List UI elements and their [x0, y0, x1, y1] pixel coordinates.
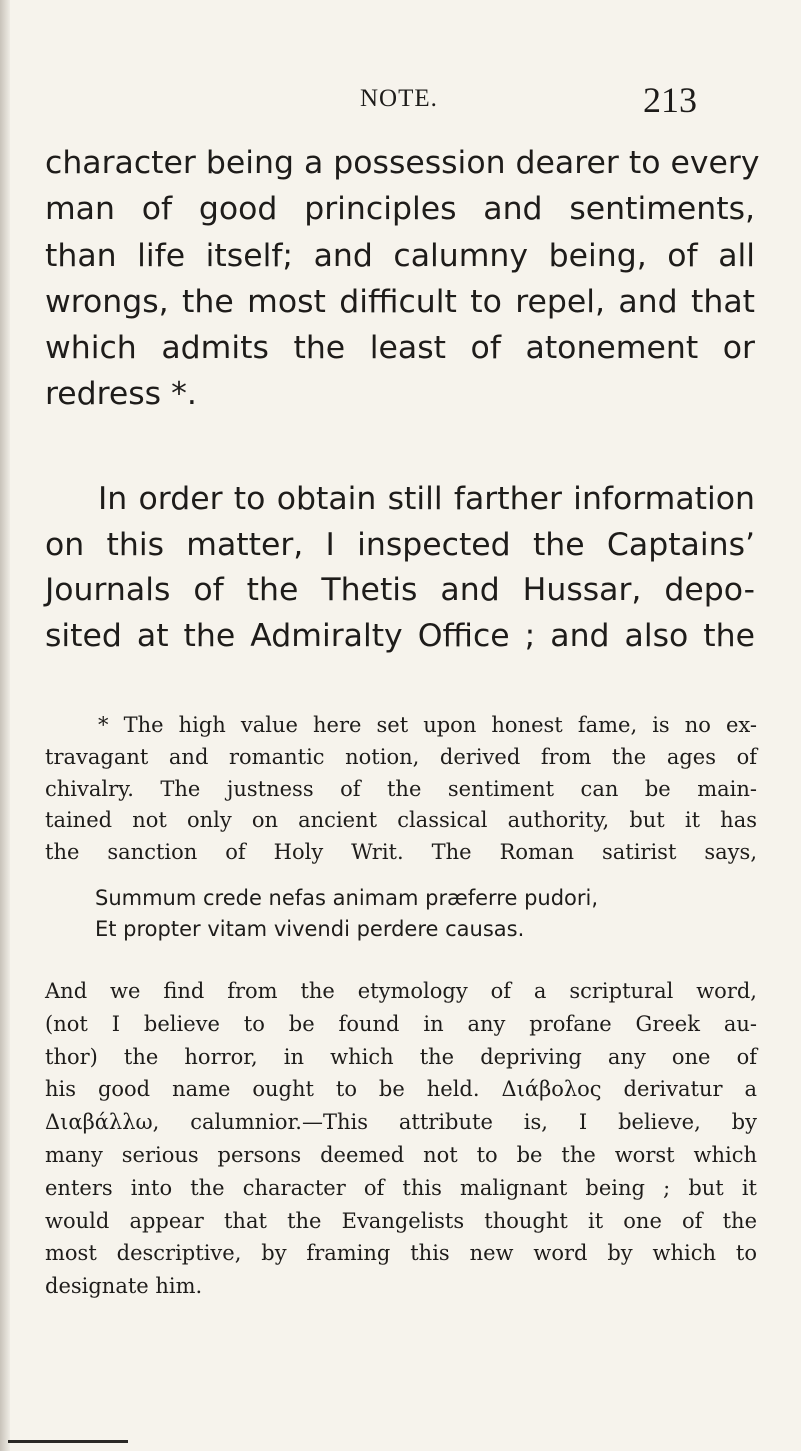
- text-line: wrongs, the most difficult to repel, and that: [45, 283, 755, 320]
- main-paragraph-1: [45, 140, 760, 418]
- running-head: NOTE.: [360, 85, 438, 112]
- footnote-line: * The high value here set upon honest fame, is no ex-: [98, 713, 757, 737]
- text-line: which admits the least of atonement or: [45, 330, 755, 367]
- quote-line: Et propter vitam vivendi perdere causas.: [95, 917, 525, 941]
- footnote-line: (not I believe to be found in any profane Greek au-: [45, 1011, 757, 1036]
- footnote-line: thor) the horror, in which the depriving any one of: [45, 1044, 757, 1069]
- footnote-line-with-greek: [45, 1073, 757, 1106]
- footnote-line: tained not only on ancient classical authority, but it has: [45, 808, 757, 833]
- page-edge-line: [8, 1440, 128, 1443]
- page-binding-edge: [0, 0, 10, 1451]
- page-header: [0, 80, 801, 135]
- footnote-text: his good name ought to be held.: [45, 1077, 480, 1102]
- text-line: character being a possession dearer to every: [45, 145, 760, 181]
- page-number: 213: [643, 80, 697, 120]
- footnote-line: designate him.: [45, 1274, 203, 1299]
- latin-quotation: [95, 883, 695, 945]
- footnote-continuation: [45, 975, 757, 1303]
- quote-line: Summum crede nefas animam præferre pudori,: [95, 886, 599, 910]
- greek-word-diaballo: Διαβάλλω,: [45, 1110, 160, 1135]
- footnote-line: most descriptive, by framing this new word by which to: [45, 1241, 757, 1266]
- footnote-text: derivatur a: [623, 1077, 757, 1102]
- footnote-line-with-greek: [45, 1106, 757, 1139]
- text-line: than life itself; and calumny being, of all: [45, 237, 755, 274]
- footnote-line: the sanction of Holy Writ. The Roman satirist says,: [45, 840, 757, 865]
- footnote-text: calumnior.—This attribute is, I believe, by: [190, 1110, 757, 1135]
- footnote: [45, 710, 757, 869]
- footnote-line: And we find from the etymology of a scriptural word,: [45, 979, 757, 1003]
- footnote-line: enters into the character of this malignant being ; but it: [45, 1175, 757, 1200]
- text-line: man of good principles and sentiments,: [45, 191, 755, 228]
- footnote-line: chivalry. The justness of the sentiment can be main-: [45, 776, 757, 801]
- main-paragraph-2: [45, 477, 755, 659]
- text-line: In order to obtain still farther information: [98, 481, 755, 517]
- text-line: redress *.: [45, 376, 197, 413]
- text-line: sited at the Admiralty Office ; and also the: [45, 617, 755, 654]
- footnote-line: travagant and romantic notion, derived from the ages of: [45, 744, 757, 769]
- greek-word-diabolos: Διάβολος: [501, 1077, 602, 1102]
- text-line: Journals of the Thetis and Hussar, depo-: [45, 572, 755, 608]
- text-line: on this matter, I inspected the Captains’: [45, 526, 755, 563]
- footnote-line: many serious persons deemed not to be the worst which: [45, 1142, 757, 1167]
- footnote-line: would appear that the Evangelists thought it one of the: [45, 1208, 757, 1233]
